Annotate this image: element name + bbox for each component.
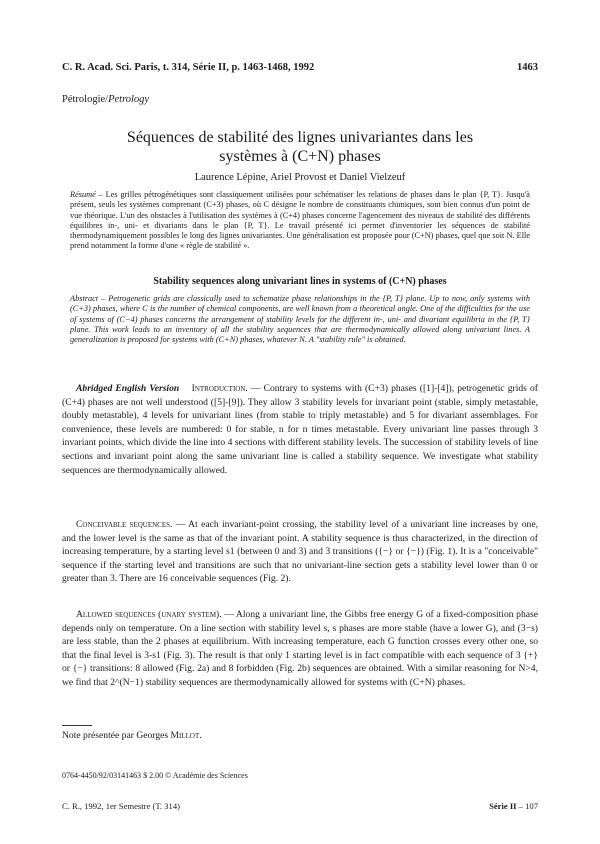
footer-series-label: Série II bbox=[489, 801, 517, 811]
footnote-divider bbox=[62, 725, 92, 726]
footnote-prefix: Note présentée par Georges bbox=[62, 730, 171, 741]
footer-series-page: – 107 bbox=[516, 801, 538, 811]
article-title bbox=[62, 128, 538, 166]
abstract-paragraph bbox=[70, 294, 530, 345]
section-label-fr: Pétrologie/ bbox=[62, 94, 109, 105]
conceivable-text: — At each invariant-point crossing, the stability level of a univariant line increases by one, and the lower level is the same as that of the invariant point. A stability sequence is thus characterized, in the direction of increasing temperature, by a starting level s1 (between 0 and 3) and 3 transitions ({−} or {−}) (Fig. 1). It is a "conceivable" sequence if the starting level and transitions are such that no univariant-line section gets a stability level lower than 0 or greater than 3. There are 16 conceivable sequences (Fig. 2). bbox=[62, 519, 538, 585]
resume-lead: Résumé bbox=[70, 190, 96, 199]
resume-text: – Les grilles pétrogénétiques sont classiquement utilisées pour schématiser les relations de phases dans le plan {P, T}. Jusqu'à présent, seuls les systèmes comprenant (C+3) phases, où C désigne le nombre de constituants chimiques, sont bien connus d'un point de vue théorique. L'un des obstacles à l'utilisation des systèmes à (C+4) phases concerne l'agencement des niveaux de stabilité des différents équilibres in-, uni- et divariants dans le plan {P, T}. Le travail présenté ici permet d'inventorier les séquences de stabilité thermodynamiquement possibles le long des lignes univariantes. Une généralisation est proposée pour (C+N) phases, quel que soit N. Elle prend notamment la forme d'une « règle de stabilité ». bbox=[70, 190, 530, 251]
introduction-heading: Introduction. bbox=[191, 383, 248, 394]
allowed-text: — Along a univariant line, the Gibbs free energy G of a fixed-composition phase depends only on temperature. On a line section with stability level s, s phases are more stable (have a lower G), and (3−s) are less stable, than the 2 phases at equilibrium. With increasing temperature, each G function crosses every other one, so that the final level is 3-s1 (Fig. 3). The result is that only 1 starting level is in fact compatible with each sequence of 3 {+} or {−} transitions: 8 allowed (Fig. 2a) and 8 forbidden (Fig. 2b) sequences are obtained. With a similar reasoning for N>4, we find that 2^(N−1) stability sequences are thermodynamically allowed for systems with (C+N) phases. bbox=[62, 609, 538, 688]
article-title-line-1: Séquences de stabilité des lignes univariantes dans les bbox=[126, 129, 474, 146]
footnote bbox=[62, 730, 202, 741]
allowed-heading: Allowed sequences (unary system). bbox=[76, 609, 222, 620]
footnote-name: Millot. bbox=[170, 730, 202, 741]
conceivable-heading: Conceivable sequences. bbox=[76, 519, 173, 530]
english-title: Stability sequences along univariant lines in systems of (C+N) phases bbox=[153, 276, 447, 287]
page-footer bbox=[62, 801, 538, 811]
abstract-lead: Abstract bbox=[70, 294, 99, 303]
author-list: Laurence Lépine, Ariel Provost et Daniel Vielzeuf bbox=[194, 172, 406, 183]
footer-series bbox=[489, 801, 538, 811]
footer-citation: C. R., 1992, 1er Semestre (T. 314) bbox=[62, 801, 180, 811]
abridged-version-lead: Abridged English Version bbox=[76, 383, 180, 394]
section-label-en: Petrology bbox=[108, 94, 150, 105]
body-paragraph-allowed bbox=[62, 608, 538, 690]
copyright-line: 0764-4450/92/03141463 $ 2.00 © Académie des Sciences bbox=[62, 771, 248, 780]
page-number: 1463 bbox=[517, 62, 538, 73]
introduction-text: — Contrary to systems with (C+3) phases ([1]-[4]), petrogenetic grids of (C+4) phases are not well understood ([5]-[9]). They allow 3 stability levels for invariant point (stable, simply metastable, doubly metastable), 4 levels for univariant lines (from stable to triply metastable) and 5 for divariant assemblages. For convenience, these levels are numbered: 0 for stable, n for n times metastable. Every univariant line passes through 3 invariant points, which divide the line into 4 sections with different stability levels. The succession of stability levels of line sections and invariant point along the same univariant line is called a stability sequence. We investigate what stability sequences are thermodynamically allowed. bbox=[62, 383, 538, 476]
article-title-line-2: systèmes à (C+N) phases bbox=[219, 148, 381, 165]
journal-reference: C. R. Acad. Sci. Paris, t. 314, Série II, p. 1463-1468, 1992 bbox=[62, 62, 315, 73]
section-label bbox=[62, 94, 149, 105]
body-paragraph-conceivable bbox=[62, 518, 538, 586]
running-header bbox=[62, 62, 538, 73]
abstract-text: – Petrogenetic grids are classically used to schematize phase relationships in the {P, T} plane. Up to now, only systems with (C+3) phases, where C is the number of chemical components, are well known from a theoretical angle. One of the difficulties for the use of systems of (C−4) phases concerns the arrangement of stability levels for the different in-, uni- and divariant equilibria in the {P, T} plane. This work leads to an inventory of all the stability sequences that are thermodynamically allowed along univariant lines. A generalization is proposed for systems with (C+N) phases, whatever N. A "stability rule" is obtained. bbox=[70, 294, 530, 345]
body-paragraph-introduction bbox=[62, 382, 538, 477]
resume-paragraph bbox=[70, 190, 530, 252]
